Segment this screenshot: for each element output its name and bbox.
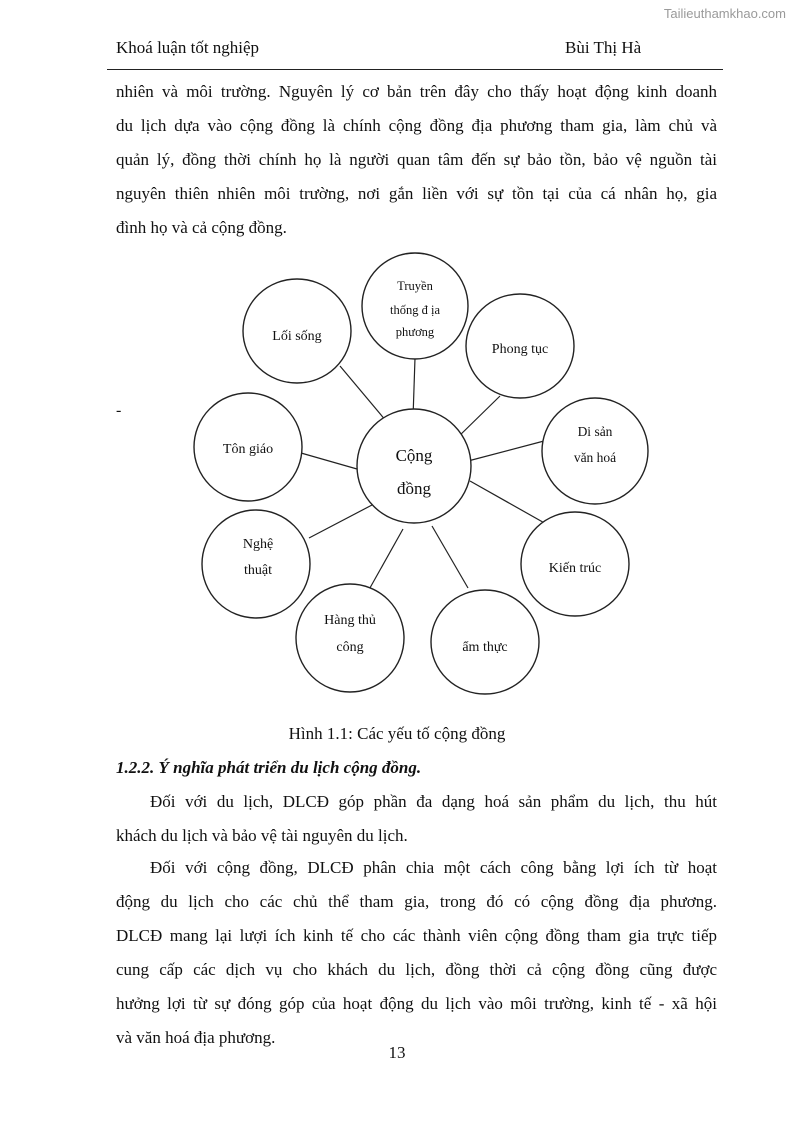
paragraph-line: đình họ và cả cộng đồng. — [116, 218, 287, 237]
node-label-di-san: văn hoá — [573, 450, 617, 465]
node-label-nghe-thuat: thuật — [244, 563, 272, 578]
paragraph-line: nhiên và môi trường. Nguyên lý cơ bản trên đây cho thấy hoạt động kinh doanh — [116, 82, 717, 101]
connector-ton-giao — [301, 453, 357, 469]
paragraph-line: DLCĐ mang lại lượi ích kinh tế cho các thành viên cộng đồng tham gia trực tiếp — [116, 926, 717, 945]
header-author: Bùi Thị Hà — [565, 38, 642, 57]
watermark: Tailieuthamkhao.com — [663, 6, 786, 21]
dash-mark: - — [116, 402, 122, 419]
paragraph-community — [116, 851, 717, 1055]
paragraph-line: Đối với cộng đồng, DLCĐ phân chia một cách công bằng lợi ích từ hoạt — [150, 858, 717, 877]
node-label-kien-truc: Kiến trúc — [548, 561, 602, 576]
page-number: 13 — [388, 1043, 406, 1062]
node-label-hang-thu-cong: công — [336, 640, 364, 655]
node-label-loi-song: Lối sống — [272, 329, 322, 344]
connector-am-thuc — [432, 526, 468, 588]
node-label-ton-giao: Tôn giáo — [222, 442, 274, 457]
figure-caption: Hình 1.1: Các yếu tố cộng đồng — [288, 724, 506, 743]
node-label-truyen-thong: Truyền — [397, 279, 433, 293]
node-label-nghe-thuat: Nghệ — [242, 537, 274, 552]
connector-nghe-thuat — [309, 505, 372, 538]
paragraph-tourism — [116, 785, 717, 853]
node-label-hang-thu-cong: Hàng thủ — [324, 613, 376, 628]
paragraph-line: quản lý, đồng thời chính họ là người quan tâm đến sự bảo tồn, bảo vệ nguồn tài — [116, 150, 717, 169]
connector-phong-tuc — [455, 396, 500, 440]
section-heading: 1.2.2. Ý nghĩa phát triển du lịch cộng đồng. — [116, 758, 422, 777]
paragraph-line: và văn hoá địa phương. — [116, 1028, 276, 1047]
center-label-line: Cộng — [395, 446, 433, 465]
node-label-am-thuc: ẩm thực — [462, 640, 508, 655]
node-label-truyen-thong: phương — [395, 325, 435, 339]
paragraph-line: du lịch dựa vào cộng đồng là chính cộng đồng địa phương tham gia, làm chủ và — [116, 116, 717, 135]
node-circle-hang-thu-cong — [296, 584, 404, 692]
node-label-truyen-thong: thống đ ịa — [390, 303, 440, 317]
paragraph-line: động du lịch cho các chủ thể tham gia, trong đó có cộng đồng địa phương. — [116, 892, 717, 911]
connector-hang-thu-cong — [366, 529, 403, 595]
paragraph-line: khách du lịch và bảo vệ tài nguyên du lịch. — [116, 826, 408, 845]
header-document-title: Khoá luận tốt nghiệp — [116, 38, 260, 57]
node-label-phong-tuc: Phong tục — [491, 342, 549, 357]
center-circle — [357, 409, 471, 523]
paragraph-line: cung cấp các dịch vụ cho khách du lịch, đồng thời cả cộng đồng cũng được — [116, 960, 717, 979]
center-label-line: đồng — [397, 479, 431, 498]
paragraph-line: nguyên thiên nhiên môi trường, nơi gắn liền với sự tồn tại của cá nhân họ, gia — [116, 184, 717, 203]
node-label-di-san: Di sản — [577, 424, 613, 439]
paragraph-line: Đối với du lịch, DLCĐ góp phần đa dạng hoá sản phẩm du lịch, thu hút — [150, 792, 717, 811]
connector-kien-truc — [470, 481, 548, 525]
paragraph-line: hưởng lợi từ sự đóng góp của hoạt động du lịch vào môi trường, kinh tế - xã hội — [116, 994, 717, 1013]
connector-di-san — [468, 441, 544, 461]
